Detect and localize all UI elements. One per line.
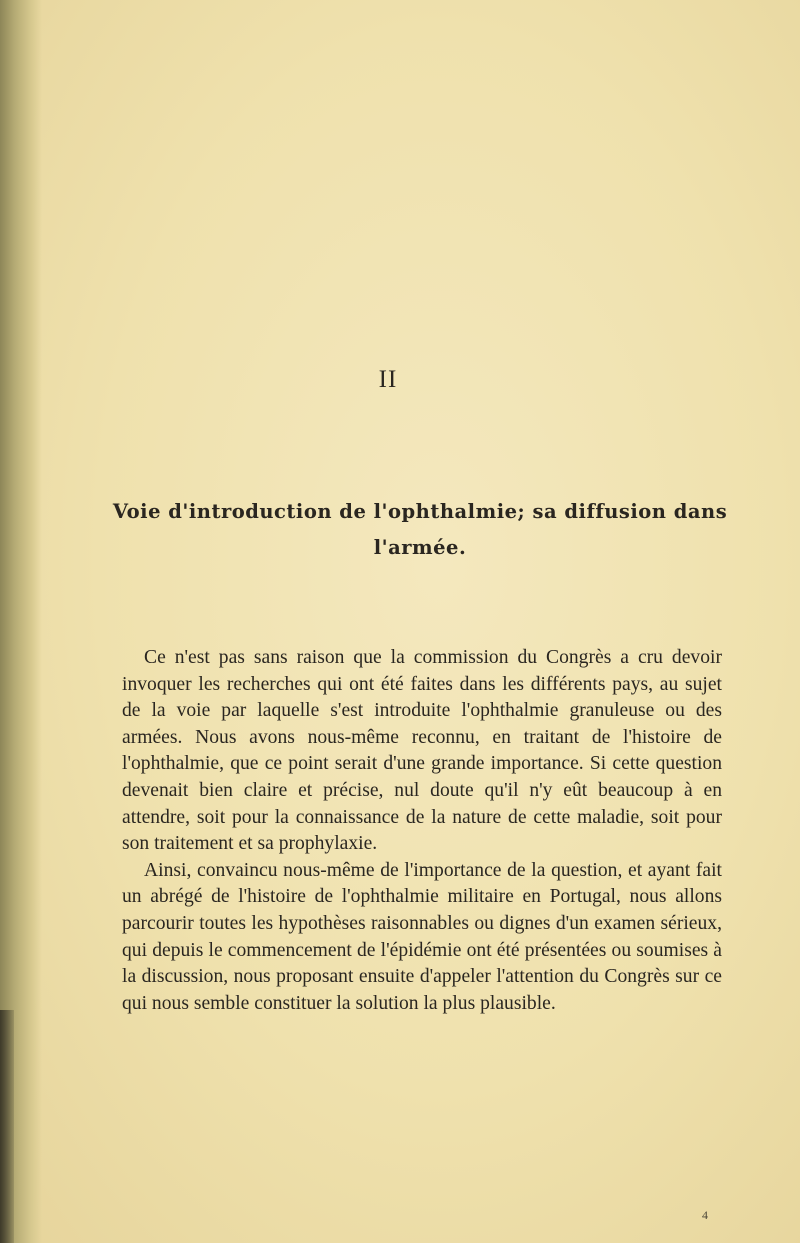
body-text — [122, 645, 722, 1017]
margin-mark: 4 — [702, 1208, 708, 1222]
paragraph: Ainsi, convaincu nous-même de l'importance de la question, et ayant fait un abrégé de l'histoire de l'ophthalmie militaire en Portugal, nous allons parcourir toutes les hypothèses raisonnables ou dignes d'un examen sérieux, qui depuis le commencement de l'épidémie ont été présentées ou soumises à la discussion, nous proposant ensuite d'appeler l'attention du Congrès sur ce qui nous semble constituer la solution la plus plausible. — [122, 859, 722, 1014]
paragraph: Ce n'est pas sans raison que la commission du Congrès a cru devoir invoquer les recherches qui ont été faites dans les différents pays, au sujet de la voie par laquelle s'est introduite l'ophthalmie granuleuse ou des armées. Nous avons nous-même reconnu, en traitant de l'histoire de l'ophthalmie, que ce point serait d'une grande importance. Si cette question devenait bien claire et précise, nul doute qu'il n'y eût beaucoup à en attendre, soit pour la connaissance de la nature de cette maladie, soit pour son traitement et sa prophylaxie. — [122, 647, 722, 855]
chapter-title: Voie d'introduction de l'ophthalmie; sa diffusion dans l'armée. — [112, 500, 728, 559]
chapter-number: II — [378, 366, 398, 393]
page-edge-stain — [0, 1010, 14, 1243]
